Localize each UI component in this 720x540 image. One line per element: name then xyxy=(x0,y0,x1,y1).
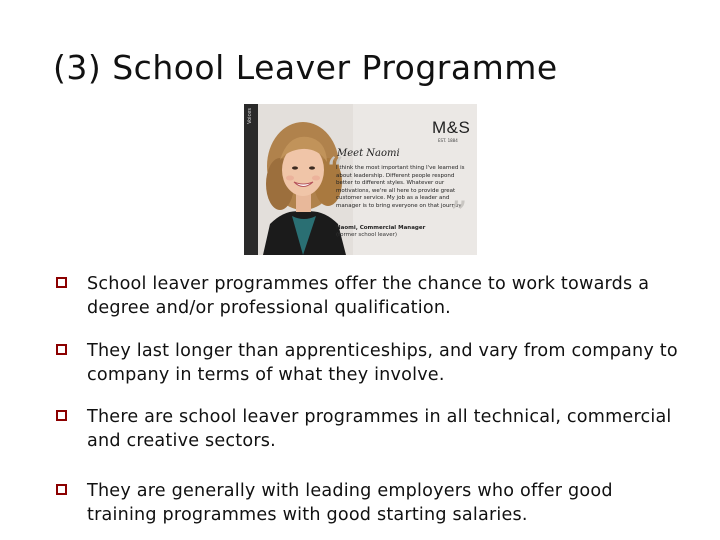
bullet-text: School leaver programmes offer the chance to work towards a degree and/or professional qualification. xyxy=(87,274,650,318)
brand-logo: M&S xyxy=(432,118,471,137)
strip-text: Voices xyxy=(247,108,253,124)
close-quote-icon: ” xyxy=(450,194,468,234)
square-bullet-icon xyxy=(56,344,67,355)
bullet-text: They are generally with leading employers who offer good training programmes with good starting salaries. xyxy=(87,481,613,525)
quote-name: Naomi, Commercial Manager xyxy=(336,225,426,231)
bullet-text: They last longer than apprenticeships, and vary from company to company in terms of what they involve. xyxy=(87,341,678,385)
quote-text: I think the most important thing I've learned is about leadership. Different people respond better to different styles. Whatever our motivations, we're all here to provide great customer service. My job as a leader and manager is to bring everyone on that journey. xyxy=(336,165,465,209)
slide-title: (3) School Leaver Programme xyxy=(53,48,558,87)
open-quote-icon: “ xyxy=(326,150,344,190)
quote-heading: Meet Naomi xyxy=(337,148,400,159)
square-bullet-icon xyxy=(56,277,67,288)
quote-role: (former school leaver) xyxy=(336,232,398,238)
square-bullet-icon xyxy=(56,484,67,495)
square-bullet-icon xyxy=(56,410,67,421)
bullet-text: There are school leaver programmes in all technical, commercial and creative sectors. xyxy=(87,407,672,451)
brand-subtext: EST. 1884 xyxy=(438,138,458,143)
